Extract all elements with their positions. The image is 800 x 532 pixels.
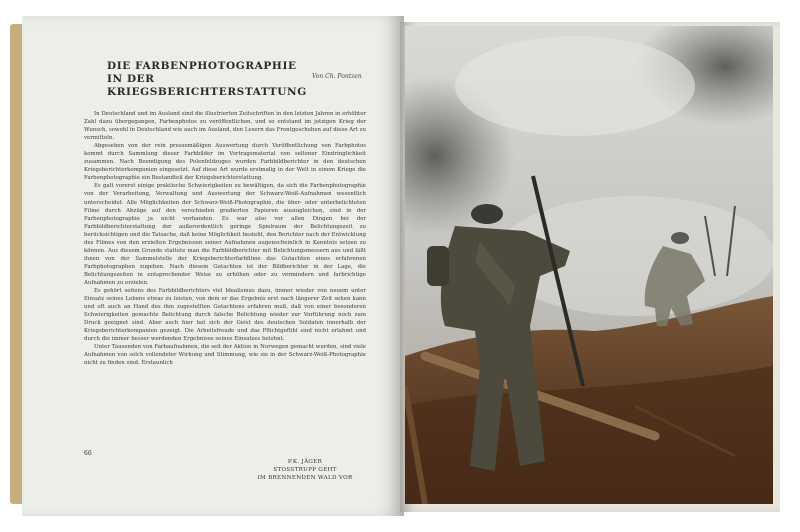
- paragraph: Es gehört seitens des Farbbildberichters viel Idealismus dazu, immer wieder von neuem unter Einsatz seines Lebens etwas zu leisten, von dem er das Ergebnis erst nach längerer Zeit sehen kann und oft auch an Hand des ihm zugestellten Gutachtens erfahren muß, daß von einer besonderen Schwierigkeiten gemachte Belichtung durch falsche Belichtung wieder zur Vorführung noch zum Druck geeignet sind. Aber auch hier hat sich der Geist des deutschen Soldaten innerhalb der Kriegsberichterkompanien gezeigt. Die Arbeitsfreude und das Pflichtgefühl sind nicht erlahmt und durch die immer besser werdenden Ergebnisse seines Einsatzes belohnt.: [84, 288, 366, 343]
- paragraph: In Deutschland und im Ausland sind die illustrierten Zeitschriften in den letzten Jahren in erhöhter Zahl dazu übergegangen, Farbenphotos zu veröffentlichen, und so entstand im jetzigen Krieg der Wunsch, sowohl in Deutschland wie auch im Ausland, den Lesern das Frontgeschehen auf diese Art zu vermitteln.: [84, 111, 366, 142]
- paragraph: Abgesehen von der rein pressemäßigen Auswertung durch Veröffentlichung von Farbphotos kommt durch Sammlung dieser Farbbilder im Vortragsmaterial von seltener Eindringlichkeit zusammen. Nach Beendigung des Polenfeldzuges wurden Farbbildberichter in den deutschen Kriegsberichterkompanien eingesetzt. Auf diese Art wurde erstmalig in der Welt in einem Kriege die Farbenphotographie ein Bestandteil der Kriegsberichterstattung.: [84, 143, 366, 182]
- page-number: 66: [84, 450, 92, 457]
- article-title: [107, 60, 317, 99]
- article-body: [84, 110, 366, 446]
- caption-line-1: P.K. JÄGER: [287, 459, 323, 465]
- paragraph: Unter Tausenden von Farbaufnahmen, die seit der Aktion in Norwegen gemacht wurden, sind viele Aufnahmen von solch vollendeter Wirkung und Stimmung, wie sie in der Schwarz-Weiß-Photographie nicht zu finden sind. Erstaunlich: [84, 344, 366, 367]
- photo-illustration: [405, 26, 773, 504]
- caption-line-2: STOSSTRUPP GEHT: [273, 467, 337, 473]
- photo-caption: [250, 458, 360, 482]
- article-author: Von Ch. Pontzen: [312, 73, 362, 80]
- war-photograph: [405, 26, 773, 504]
- article-title-line-2: IN DER KRIEGSBERICHTERSTATTUNG: [107, 73, 307, 98]
- article-title-line-1: DIE FARBENPHOTOGRAPHIE: [107, 60, 297, 72]
- caption-line-3: IM BRENNENDEN WALD VOR: [257, 475, 353, 481]
- paragraph: Es galt vorerst einige praktische Schwierigkeiten zu bewältigen, da sich die Farbenphotographie von der Verarbeitung, Verwaltung und Auswertung der Schwarz-Weiß-Aufnahmen wesentlich unterscheidet. Alle Möglichkeiten der Schwarz-Weiß-Photographie, die über- oder unterbelichteten Filme durch Abzüge auf den verschieden gradierten Papieren auszugleichen, sind in der Farbenphotographie ja nicht vorhanden. Es war also vor allen Dingen bei der Farbbildberichterstattung der außerordentlich geringe Spielraum der Belichtungszeit zu berücksichtigen und die Tatsache, daß keine Möglichkeit besteht, den Berichter nach der Entwicklung des Filmes von den erzielten Ergebnissen seiner Aufnahmen augenscheinlich in Kenntnis setzen zu können. Aus diesem Grunde stattete man die Farbbildberichter mit Belichtungsmessern aus und läßt ihnen von der Sammelstelle der Kriegsberichterfarbfilme das Gutachten eines erfahrenen Farbphotographen zugehen. Nach diesem Gutachten ist der Bildberichter in der Lage, die Belichtungszeiten in entsprechender Weise zu erhöhen oder zu vermindern und farbrichtige Aufnahmen zu erzielen.: [84, 183, 366, 286]
- light-smoke: [455, 36, 695, 136]
